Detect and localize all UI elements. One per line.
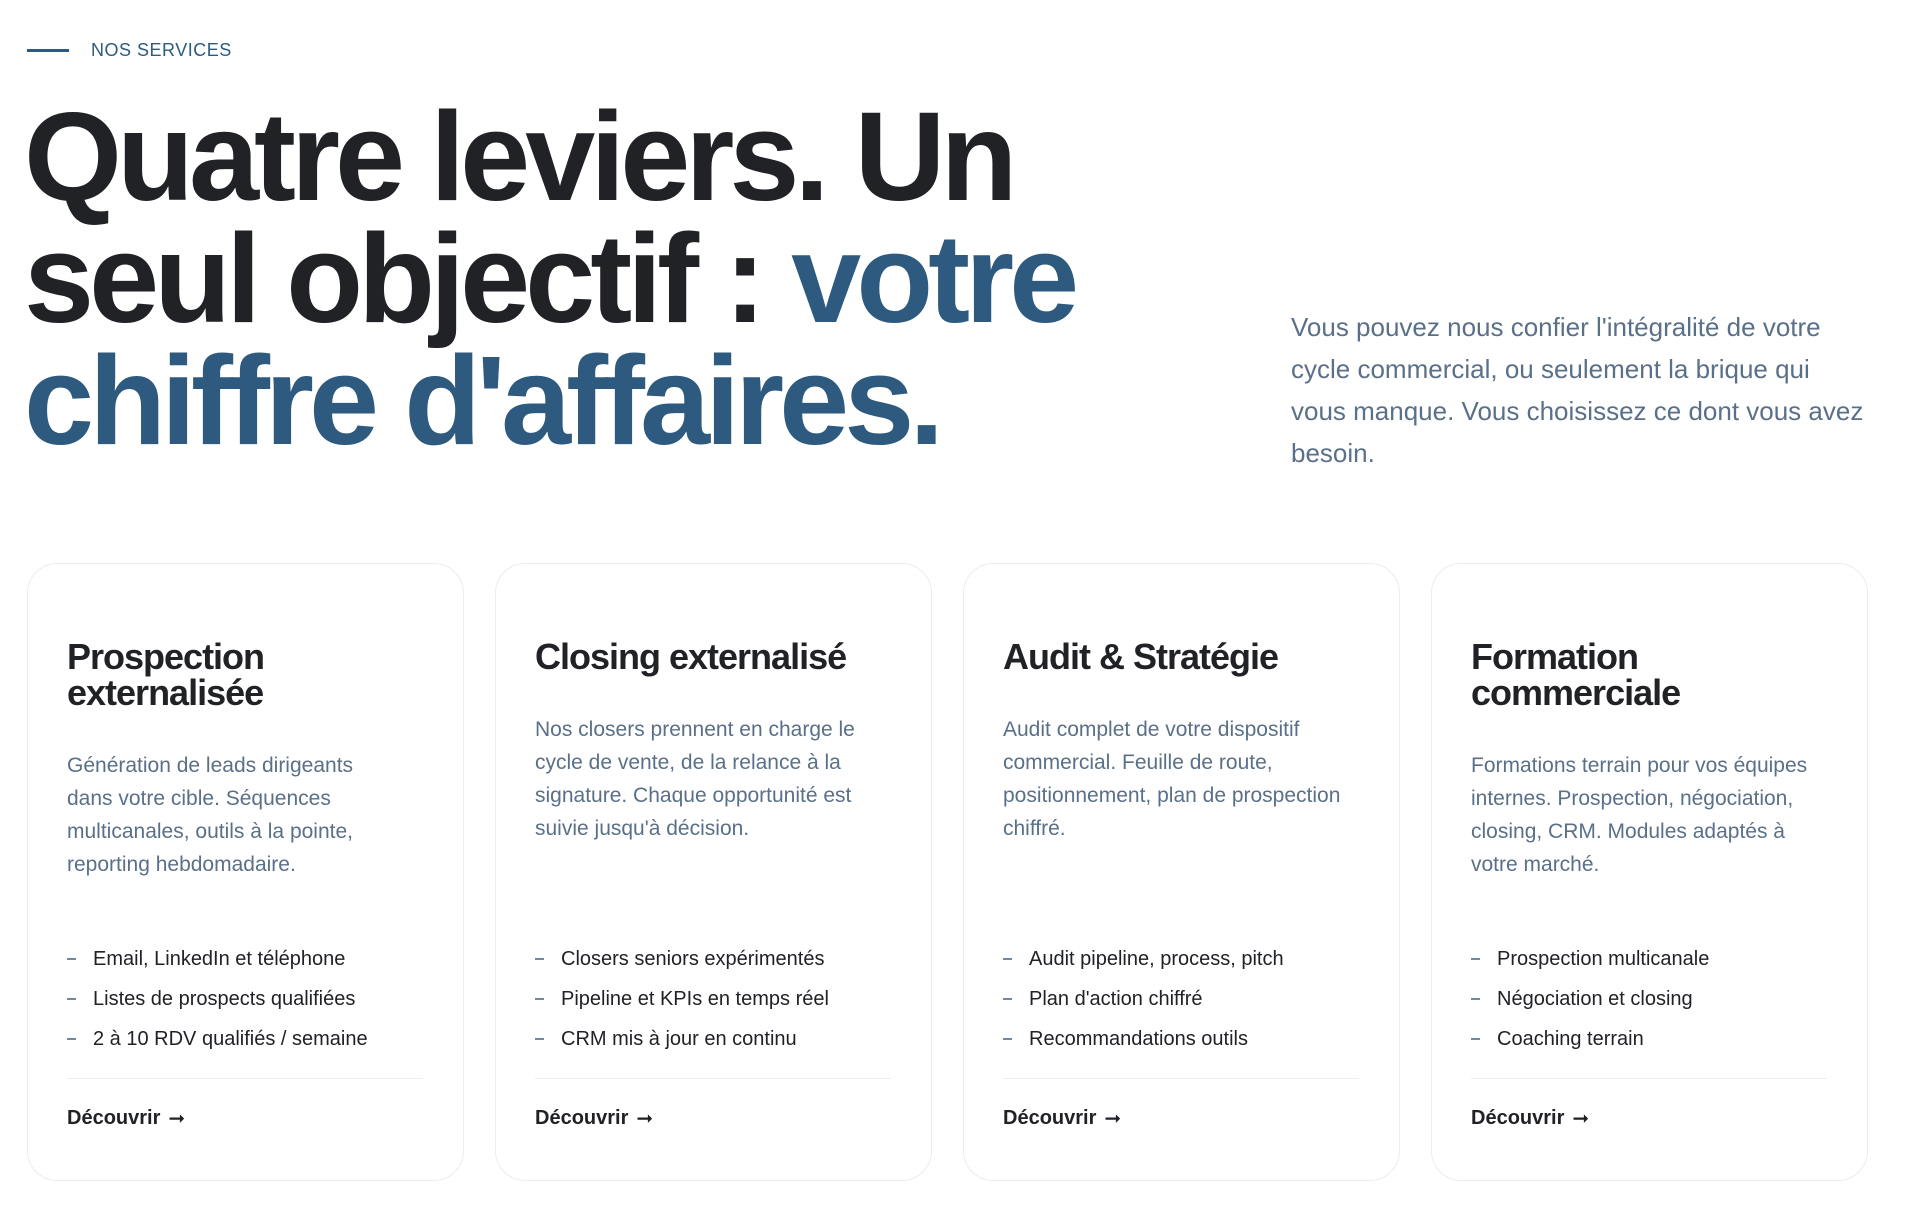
- service-card-closing: [495, 563, 932, 1181]
- feature-item: [535, 979, 891, 1019]
- feature-list: [535, 939, 891, 1059]
- dash-icon: [535, 958, 544, 960]
- feature-item: [535, 1019, 891, 1059]
- dash-icon: [67, 958, 76, 960]
- discover-link[interactable]: [535, 1106, 653, 1131]
- card-divider: [1471, 1078, 1827, 1079]
- feature-label: Email, LinkedIn et téléphone: [93, 948, 346, 970]
- card-divider: [67, 1078, 423, 1079]
- headline-accent: votre chiffre d'affaires.: [24, 208, 1075, 471]
- eyebrow-label: NOS SERVICES: [91, 40, 232, 60]
- feature-item: [1003, 939, 1359, 979]
- feature-item: [1003, 1019, 1359, 1059]
- service-card-formation: [1431, 563, 1868, 1181]
- feature-label: Prospection multicanale: [1497, 948, 1710, 970]
- feature-item: [1471, 1019, 1827, 1059]
- feature-item: [1003, 979, 1359, 1019]
- card-description: Formations terrain pour vos équipes internes. Prospection, négociation, closing, CRM. Modules adaptés à votre marché.: [1471, 754, 1808, 876]
- cta-label: Découvrir: [535, 1107, 629, 1129]
- feature-item: [67, 979, 423, 1019]
- dash-icon: [1471, 958, 1480, 960]
- feature-list: [67, 939, 423, 1059]
- feature-label: Plan d'action chiffré: [1029, 988, 1203, 1010]
- feature-list: [1003, 939, 1359, 1059]
- feature-label: Audit pipeline, process, pitch: [1029, 948, 1284, 970]
- cta-label: Découvrir: [1471, 1107, 1565, 1129]
- service-card-audit: [963, 563, 1400, 1181]
- dash-icon: [1003, 958, 1012, 960]
- feature-label: Négociation et closing: [1497, 988, 1693, 1010]
- dash-icon: [1471, 998, 1480, 1000]
- dash-icon: [535, 998, 544, 1000]
- dash-icon: [1471, 1038, 1480, 1040]
- feature-label: Recommandations outils: [1029, 1028, 1248, 1050]
- card-title: Prospection externalisée: [67, 636, 265, 713]
- card-description: Nos closers prennent en charge le cycle de vente, de la relance à la signature. Chaque opportunité est suivie jusqu'à décision.: [535, 718, 855, 840]
- card-title: Formation commerciale: [1471, 636, 1681, 713]
- card-divider: [535, 1078, 891, 1079]
- card-divider: [1003, 1078, 1359, 1079]
- service-card-prospection: [27, 563, 464, 1181]
- headline-main: Quatre leviers. Un seul objectif :: [24, 86, 1013, 349]
- feature-item: [67, 1019, 423, 1059]
- card-description: Génération de leads dirigeants dans votre cible. Séquences multicanales, outils à la pointe, reporting hebdomadaire.: [67, 754, 354, 876]
- services-grid: [27, 563, 1868, 1181]
- discover-link[interactable]: [67, 1106, 185, 1131]
- eyebrow-line: [27, 49, 69, 52]
- feature-label: Pipeline et KPIs en temps réel: [561, 988, 829, 1010]
- feature-item: [1471, 939, 1827, 979]
- feature-item: [67, 939, 423, 979]
- discover-link[interactable]: [1003, 1106, 1121, 1131]
- arrow-right-icon: ➞: [1572, 1108, 1590, 1130]
- dash-icon: [535, 1038, 544, 1040]
- section-eyebrow: [27, 40, 232, 61]
- feature-label: Closers seniors expérimentés: [561, 948, 825, 970]
- dash-icon: [1003, 1038, 1012, 1040]
- card-description: Audit complet de votre dispositif commercial. Feuille de route, positionnement, plan de prospection chiffré.: [1003, 718, 1341, 840]
- dash-icon: [1003, 998, 1012, 1000]
- arrow-right-icon: ➞: [636, 1108, 654, 1130]
- feature-label: Coaching terrain: [1497, 1028, 1644, 1050]
- cta-label: Découvrir: [67, 1107, 161, 1129]
- dash-icon: [67, 998, 76, 1000]
- feature-label: CRM mis à jour en continu: [561, 1028, 797, 1050]
- feature-item: [1471, 979, 1827, 1019]
- card-title: Audit & Stratégie: [1003, 636, 1279, 677]
- discover-link[interactable]: [1471, 1106, 1589, 1131]
- feature-label: 2 à 10 RDV qualifiés / semaine: [93, 1028, 368, 1050]
- page-title: [24, 86, 1184, 471]
- feature-label: Listes de prospects qualifiées: [93, 988, 356, 1010]
- section-intro: Vous pouvez nous confier l'intégralité de votre cycle commercial, ou seulement la brique qui vous manque. Vous choisissez ce dont vous avez besoin.: [1291, 312, 1864, 468]
- arrow-right-icon: ➞: [168, 1108, 186, 1130]
- feature-item: [535, 939, 891, 979]
- dash-icon: [67, 1038, 76, 1040]
- feature-list: [1471, 939, 1827, 1059]
- cta-label: Découvrir: [1003, 1107, 1097, 1129]
- arrow-right-icon: ➞: [1104, 1108, 1122, 1130]
- card-title: Closing externalisé: [535, 636, 847, 677]
